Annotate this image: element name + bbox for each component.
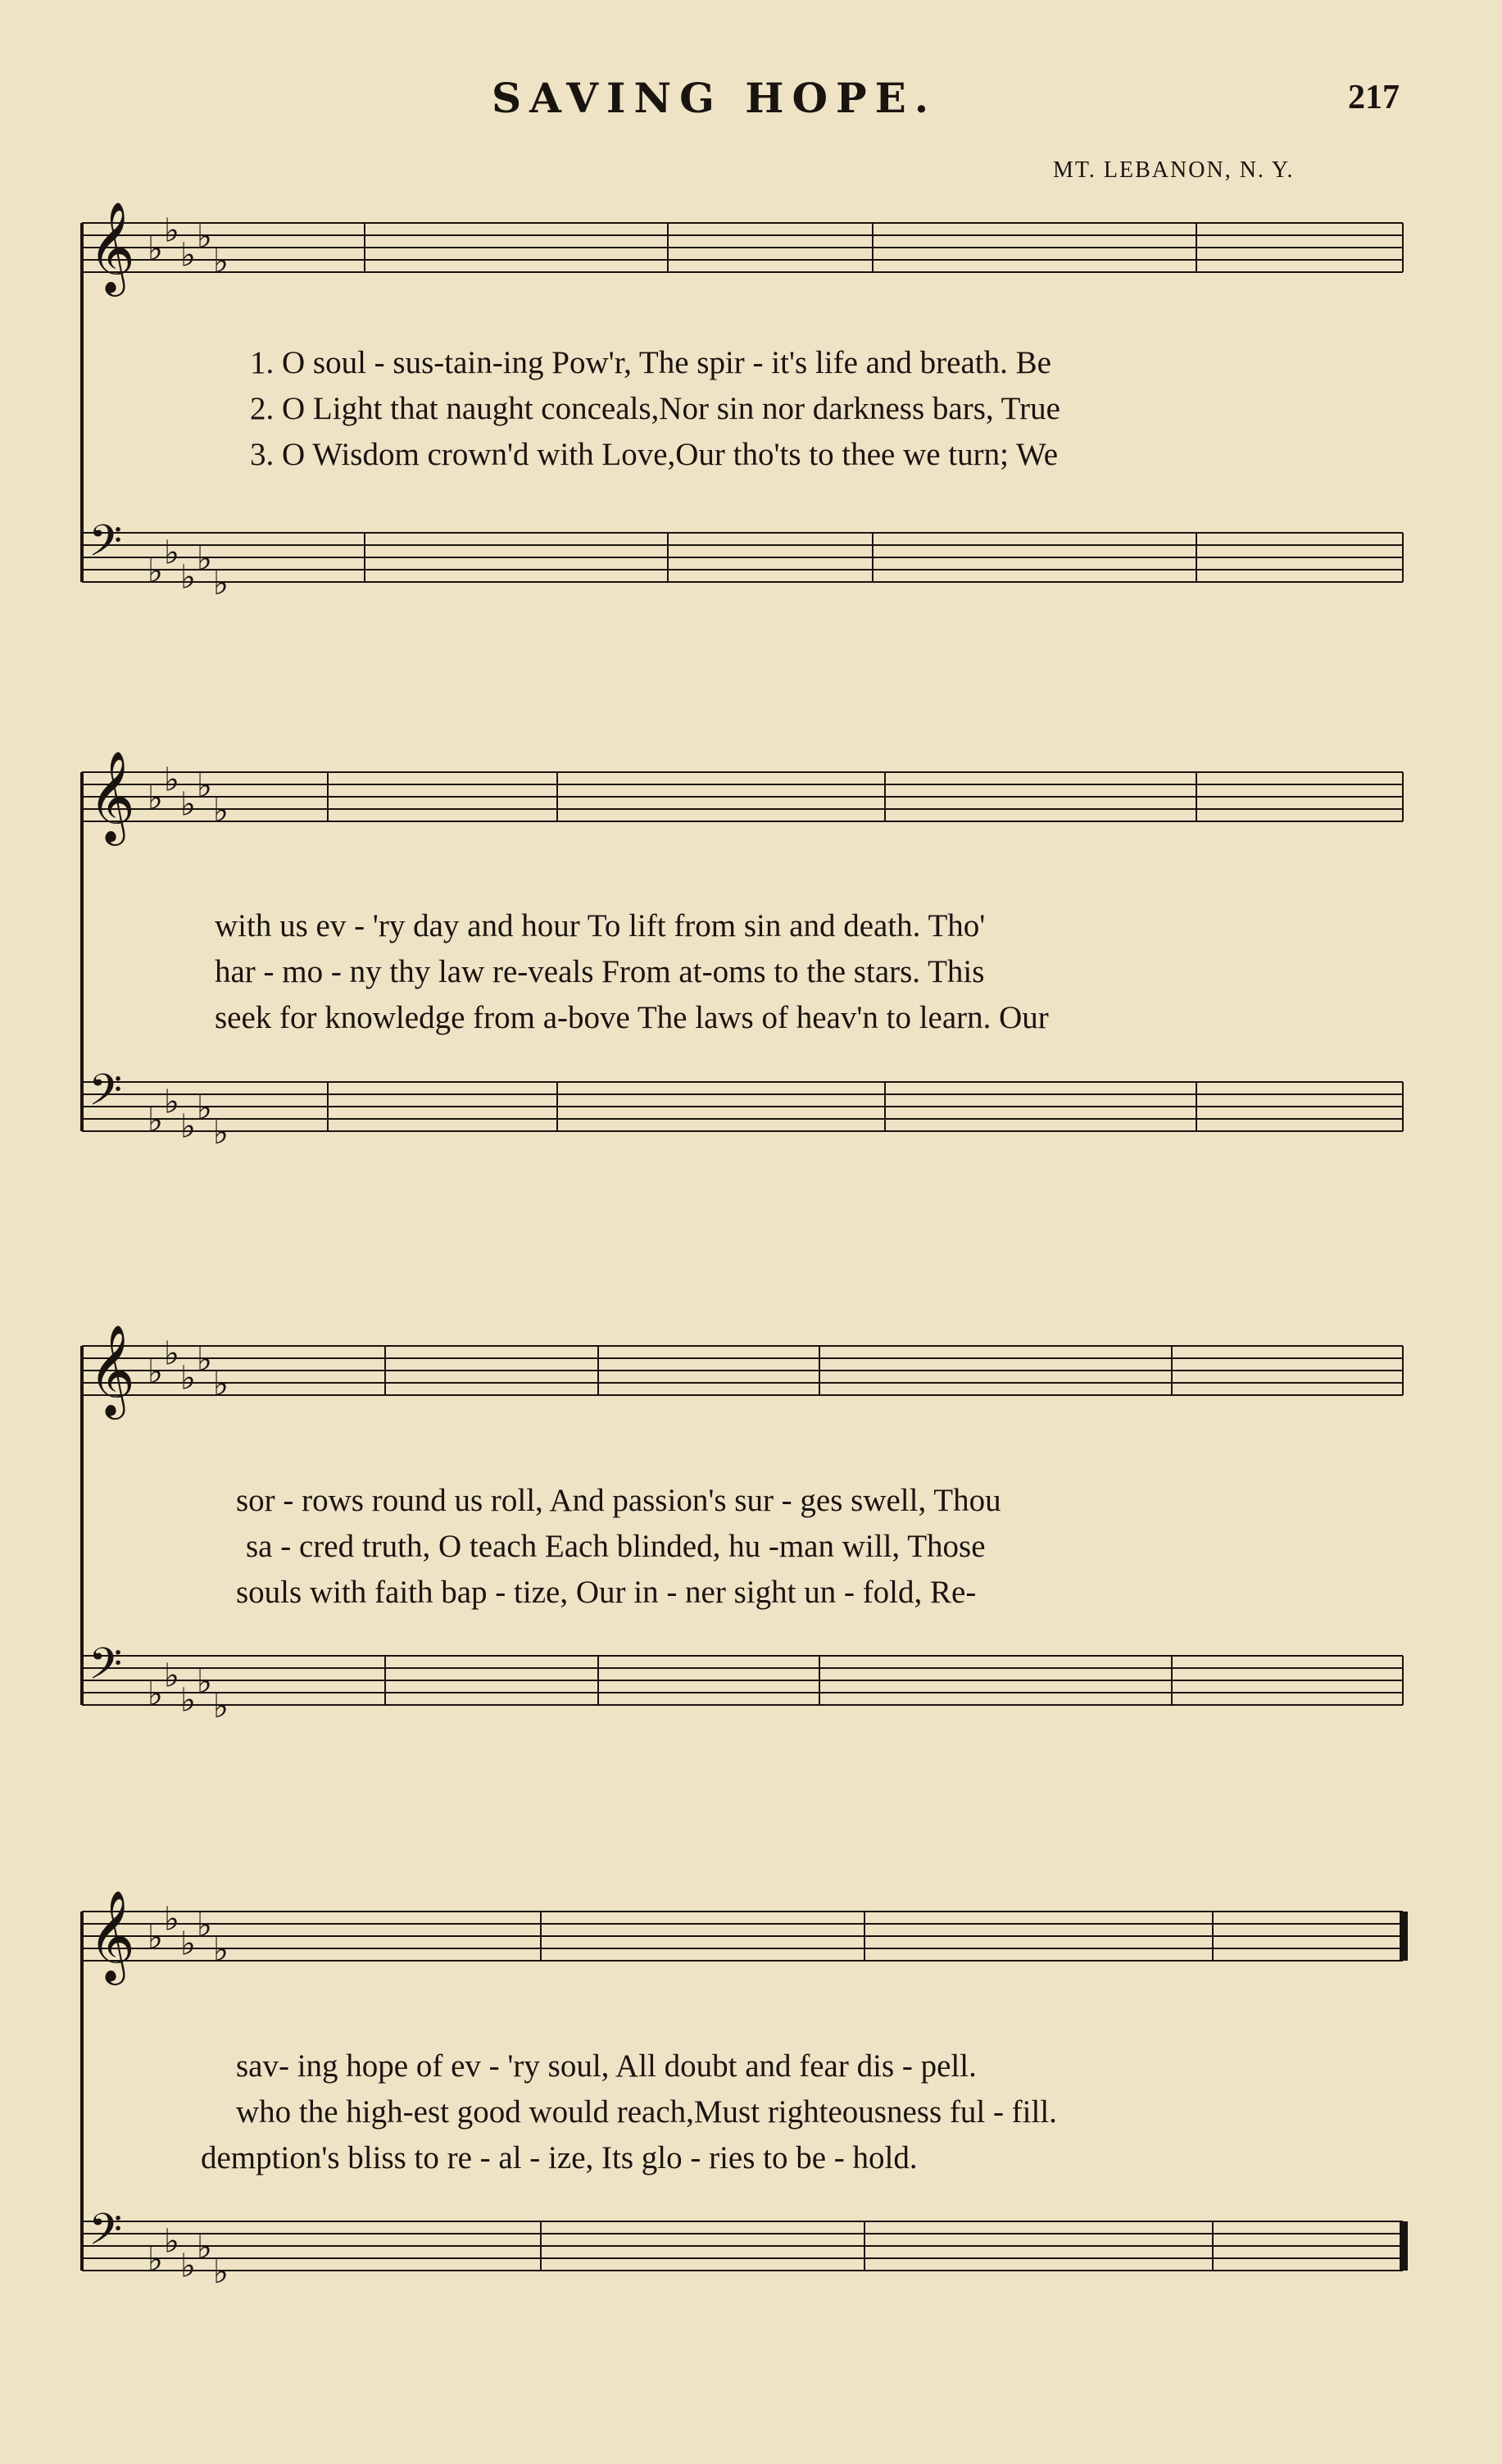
flat-icon: ♭ (180, 236, 196, 275)
lyric-verse-2: who the high-est good would reach,Must righteousness ful - fill. (236, 2094, 1057, 2130)
tune-source: MT. LEBANON, N. Y. (1053, 157, 1295, 183)
flat-icon: ♭ (180, 558, 196, 597)
flat-icon: ♭ (197, 2229, 212, 2266)
flat-icon: ♭ (197, 540, 212, 578)
flat-icon: ♭ (213, 1114, 229, 1152)
final-bar-line (1400, 1912, 1408, 1961)
lyric-verse-2: har - mo - ny thy law re-veals From at-oms to the stars. This (215, 954, 985, 989)
flat-icon: ♭ (147, 1919, 163, 1957)
lyric-verse-3: demption's bliss to re - al - ize, Its glo - ries to be - hold. (201, 2140, 918, 2175)
lyric-verse-2: sa - cred truth, O teach Each blinded, hu -man will, Those (246, 1529, 986, 1564)
treble-clef-icon: 𝄞 (88, 750, 135, 842)
flat-icon: ♭ (147, 1353, 163, 1391)
bass-clef-icon: 𝄢 (88, 516, 123, 577)
flat-icon: ♭ (180, 1681, 196, 1720)
flat-icon: ♭ (147, 230, 163, 268)
lyric-verse-1: sor - rows round us roll, And passion's sur - ges swell, Thou (236, 1483, 1001, 1518)
flat-icon: ♭ (164, 1334, 179, 1373)
flat-icon: ♭ (213, 792, 229, 830)
lyric-verse-2: 2. O Light that naught conceals,Nor sin nor darkness bars, True (250, 391, 1060, 426)
bass-clef-icon: 𝄢 (88, 2205, 123, 2266)
flat-icon: ♭ (197, 1663, 212, 1701)
flat-icon: ♭ (180, 2247, 196, 2285)
hymn-title: SAVING HOPE. (492, 74, 937, 122)
flat-icon: ♭ (164, 1657, 179, 1695)
lyric-verse-1: sav- ing hope of ev - 'ry soul, All doubt and fear dis - pell. (236, 2048, 977, 2084)
flat-icon: ♭ (197, 1907, 212, 1944)
flat-icon: ♭ (164, 1083, 179, 1121)
lyric-verse-3: souls with faith bap - tize, Our in - ner sight un - fold, Re- (236, 1575, 977, 1610)
treble-clef-icon: 𝄞 (88, 1324, 135, 1416)
lyric-verse-1: with us ev - 'ry day and hour To lift from sin and death. Tho' (215, 908, 986, 943)
flat-icon: ♭ (197, 218, 212, 256)
treble-clef-icon: 𝄞 (88, 1889, 135, 1981)
flat-icon: ♭ (147, 1102, 163, 1139)
flat-icon: ♭ (180, 1107, 196, 1146)
lyric-verse-3: 3. O Wisdom crown'd with Love,Our tho'ts to thee we turn; We (250, 437, 1059, 472)
flat-icon: ♭ (147, 780, 163, 817)
flat-icon: ♭ (213, 565, 229, 602)
bass-clef-icon: 𝄢 (88, 1066, 123, 1126)
music-system-1 (0, 189, 1502, 680)
flat-icon: ♭ (197, 1089, 212, 1127)
staff-pair (0, 189, 1502, 680)
lyric-verse-1: 1. O soul - sus-tain-ing Pow'r, The spir - it's life and breath. Be (250, 345, 1051, 380)
flat-icon: ♭ (197, 767, 212, 805)
bass-clef-icon: 𝄢 (88, 1639, 123, 1700)
flat-icon: ♭ (213, 243, 229, 280)
flat-icon: ♭ (164, 211, 179, 250)
flat-icon: ♭ (164, 2222, 179, 2261)
page-number: 217 (1348, 79, 1400, 116)
flat-icon: ♭ (164, 534, 179, 572)
flat-icon: ♭ (180, 1359, 196, 1398)
flat-icon: ♭ (147, 1675, 163, 1713)
flat-icon: ♭ (213, 2253, 229, 2291)
flat-icon: ♭ (147, 2241, 163, 2279)
flat-icon: ♭ (180, 785, 196, 824)
lyric-verse-3: seek for knowledge from a-bove The laws of heav'n to learn. Our (215, 1000, 1049, 1035)
flat-icon: ♭ (213, 1688, 229, 1725)
flat-icon: ♭ (197, 1341, 212, 1379)
flat-icon: ♭ (164, 761, 179, 799)
treble-clef-icon: 𝄞 (88, 201, 135, 293)
flat-icon: ♭ (213, 1366, 229, 1403)
final-bar-line (1400, 2221, 1408, 2271)
flat-icon: ♭ (147, 552, 163, 590)
flat-icon: ♭ (213, 1931, 229, 1969)
flat-icon: ♭ (164, 1900, 179, 1939)
flat-icon: ♭ (180, 1925, 196, 1963)
